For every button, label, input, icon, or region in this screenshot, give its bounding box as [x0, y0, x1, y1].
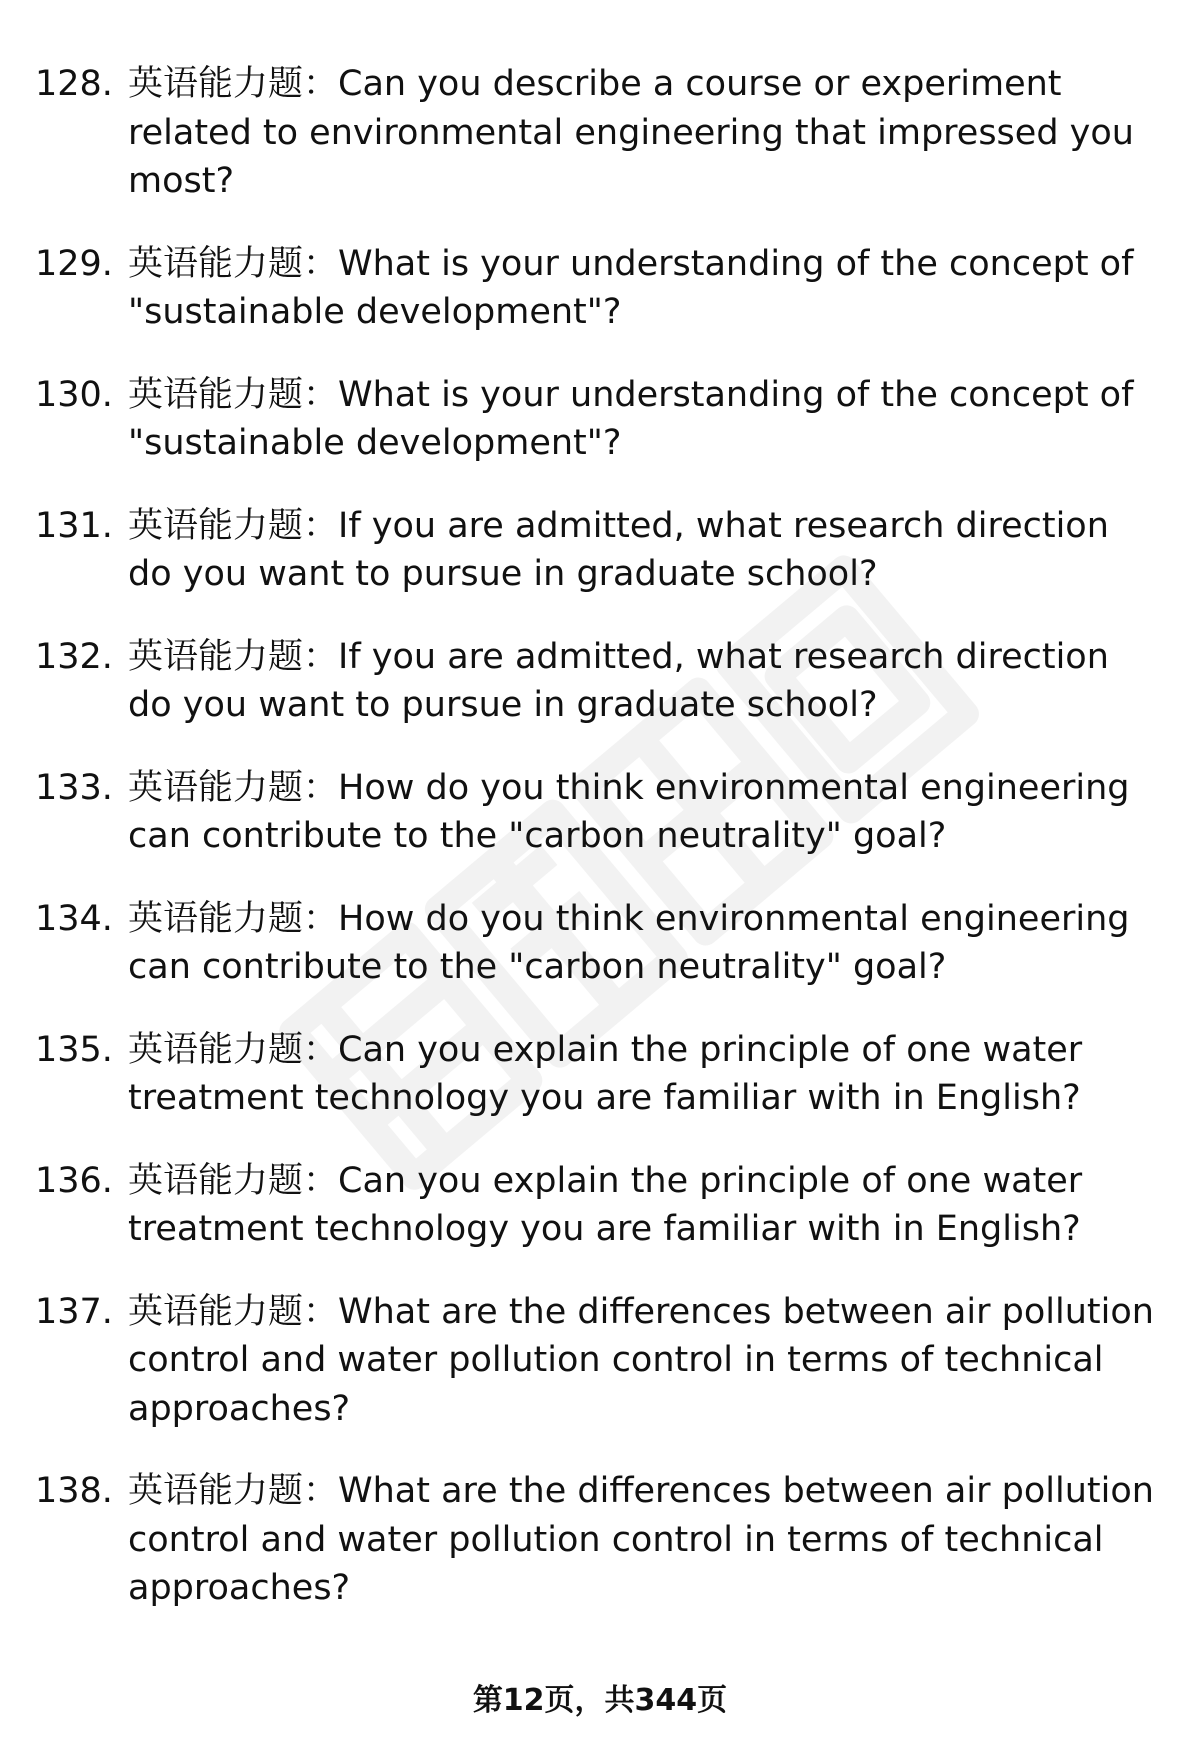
question-number: 131.	[35, 505, 113, 546]
question-category-label: 英语能力题：	[128, 767, 339, 808]
question-body	[128, 502, 1155, 599]
question-category-label: 英语能力题：	[128, 1160, 339, 1201]
question-number: 138.	[35, 1471, 113, 1511]
question-text: What is your understanding of the concept of "sustainable development"?	[128, 374, 1134, 463]
question-text: What is your understanding of the concept of "sustainable development"?	[128, 243, 1134, 332]
question-number: 137.	[35, 1291, 113, 1332]
question-category-label: 英语能力题：	[128, 898, 339, 939]
question-number: 136.	[35, 1160, 113, 1201]
question-text: What are the differences between air pollution control and water pollution control in terms of technical approaches?	[128, 1291, 1154, 1429]
question-body	[128, 895, 1155, 992]
question-item	[35, 60, 1155, 206]
question-category-label: 英语能力题：	[128, 374, 339, 415]
question-body	[128, 240, 1155, 337]
question-text: What are the differences between air pollution control and water pollution control in terms of technical approaches?	[128, 1471, 1154, 1608]
question-body	[128, 764, 1155, 861]
question-text: How do you think environmental engineering can contribute to the "carbon neutrality" goal?	[128, 898, 1130, 987]
question-item	[35, 371, 1155, 468]
question-category-label: 英语能力题：	[128, 1029, 339, 1070]
question-category-label: 英语能力题：	[128, 1291, 339, 1332]
question-number: 135.	[35, 1029, 113, 1070]
question-number: 133.	[35, 767, 113, 808]
page-number-footer: 第12页，共344页	[472, 1683, 728, 1718]
question-body	[128, 1288, 1155, 1434]
question-item	[35, 1157, 1155, 1254]
question-body	[128, 60, 1155, 206]
question-text: Can you explain the principle of one water treatment technology you are familiar with in English?	[128, 1029, 1083, 1118]
question-body	[128, 633, 1155, 730]
question-number: 130.	[35, 374, 113, 415]
question-body	[128, 371, 1155, 468]
question-category-label: 英语能力题：	[128, 64, 339, 104]
question-body	[128, 1026, 1155, 1123]
question-item	[35, 240, 1155, 337]
question-list	[0, 60, 1200, 1647]
question-text: How do you think environmental engineering can contribute to the "carbon neutrality" goal?	[128, 767, 1130, 856]
question-body	[128, 1467, 1155, 1613]
question-item	[35, 1288, 1155, 1434]
question-category-label: 英语能力题：	[128, 1471, 339, 1511]
question-category-label: 英语能力题：	[128, 636, 339, 677]
question-number: 134.	[35, 898, 113, 939]
question-item	[35, 895, 1155, 992]
question-category-label: 英语能力题：	[128, 505, 339, 546]
question-item	[35, 764, 1155, 861]
question-body	[128, 1157, 1155, 1254]
question-item	[35, 633, 1155, 730]
question-item	[35, 1467, 1155, 1613]
question-text: Can you explain the principle of one water treatment technology you are familiar with in English?	[128, 1160, 1083, 1249]
question-text: Can you describe a course or experiment related to environmental engineering that impressed you most?	[128, 64, 1134, 201]
question-item	[35, 502, 1155, 599]
question-text: If you are admitted, what research direction do you want to pursue in graduate school?	[128, 505, 1109, 594]
question-number: 128.	[35, 64, 113, 104]
question-category-label: 英语能力题：	[128, 243, 339, 284]
question-number: 132.	[35, 636, 113, 677]
question-item	[35, 1026, 1155, 1123]
question-number: 129.	[35, 243, 113, 284]
question-text: If you are admitted, what research direction do you want to pursue in graduate school?	[128, 636, 1109, 725]
